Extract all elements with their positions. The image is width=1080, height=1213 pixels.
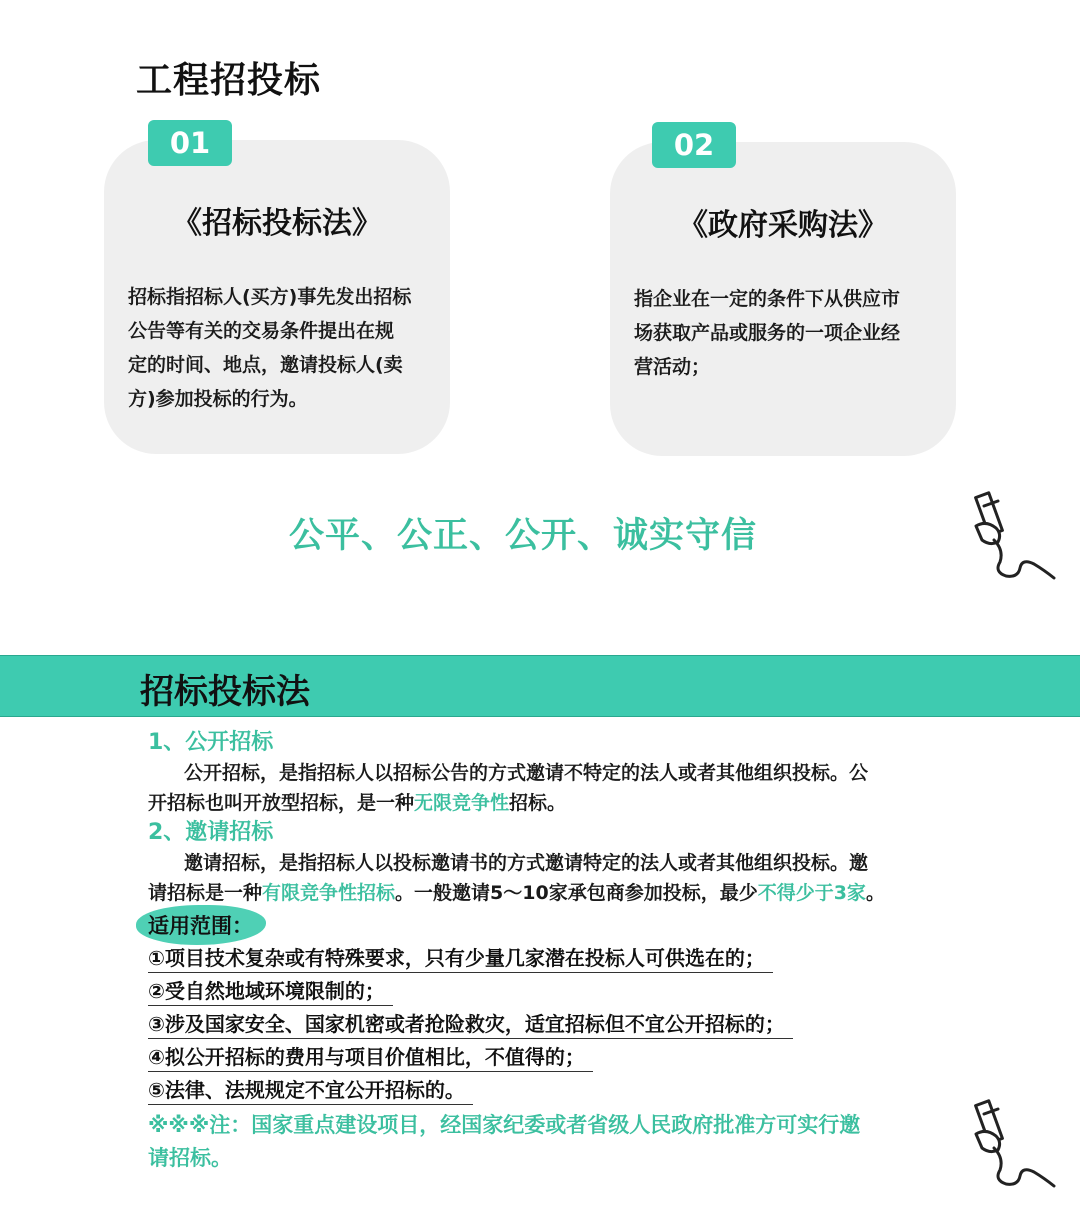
list-item: ②受自然地域环境限制的； bbox=[148, 977, 393, 1006]
list-item: ③涉及国家安全、国家机密或者抢险救灾，适宜招标但不宜公开招标的； bbox=[148, 1010, 793, 1039]
highlight-text: 有限竞争性招标 bbox=[262, 882, 396, 904]
text-line: 请招标。 bbox=[148, 1146, 232, 1170]
text-line: ※※※注：国家重点建设项目，经国家纪委或者省级人民政府批准方可实行邀 bbox=[148, 1113, 861, 1137]
text-segment: 开招标也叫开放型招标，是一种 bbox=[148, 792, 415, 814]
section-content bbox=[148, 728, 928, 1175]
card-text-line: 方)参加投标的行为。 bbox=[128, 388, 308, 410]
card-title: 《招标投标法》 bbox=[172, 206, 382, 241]
scope-list bbox=[148, 942, 928, 1107]
note-text bbox=[148, 1109, 928, 1175]
list-item: ⑤法律、法规规定不宜公开招标的。 bbox=[148, 1076, 473, 1105]
text-segment: 。 bbox=[865, 882, 885, 904]
card-text-line: 场获取产品或服务的一项企业经 bbox=[634, 322, 901, 344]
heading-open-bidding: 1、公开招标 bbox=[148, 730, 274, 755]
text-segment: 招标。 bbox=[509, 792, 567, 814]
paragraph-invited-bidding-cont bbox=[148, 878, 928, 908]
text-segment: 。一般邀请5～10家承包商参加投标，最少 bbox=[395, 882, 758, 904]
scope-label: 适用范围： bbox=[148, 914, 253, 938]
text-segment: 请招标是一种 bbox=[148, 882, 263, 904]
highlight-text: 无限竞争性 bbox=[414, 792, 510, 814]
pen-doodle-icon bbox=[968, 488, 1068, 598]
card-text-line: 定的时间、地点，邀请投标人(卖 bbox=[128, 354, 403, 376]
card-description bbox=[634, 282, 936, 384]
list-item: ④拟公开招标的费用与项目价值相比，不值得的； bbox=[148, 1043, 593, 1072]
highlight-text: 不得少于3家 bbox=[757, 882, 866, 904]
motto-text: 公平、公正、公开、诚实守信 bbox=[288, 516, 757, 556]
heading-invited-bidding: 2、邀请招标 bbox=[148, 820, 274, 845]
card-number-badge: 02 bbox=[652, 122, 736, 168]
section-title: 招标投标法 bbox=[140, 672, 310, 712]
card-text-line: 公告等有关的交易条件提出在规 bbox=[128, 320, 395, 342]
card-text-line: 营活动； bbox=[634, 356, 711, 378]
section-banner bbox=[0, 655, 1080, 717]
card-bidding-law bbox=[104, 126, 450, 454]
page-title: 工程招投标 bbox=[136, 60, 322, 101]
paragraph-open-bidding-cont bbox=[148, 788, 928, 818]
card-description bbox=[128, 280, 430, 416]
card-title: 《政府采购法》 bbox=[678, 208, 888, 243]
scope-label-row bbox=[148, 908, 928, 942]
list-item: ①项目技术复杂或有特殊要求，只有少量几家潜在投标人可供选在的； bbox=[148, 944, 773, 973]
card-text-line: 招标指招标人(买方)事先发出招标 bbox=[128, 286, 412, 308]
card-text-line: 指企业在一定的条件下从供应市 bbox=[634, 288, 901, 310]
paragraph-open-bidding bbox=[148, 758, 928, 788]
card-number-badge: 01 bbox=[148, 120, 232, 166]
text-line: 公开招标，是指招标人以招标公告的方式邀请不特定的法人或者其他组织投标。公 bbox=[184, 762, 869, 784]
pen-doodle-icon bbox=[968, 1096, 1068, 1206]
text-line: 邀请招标，是指招标人以投标邀请书的方式邀请特定的法人或者其他组织投标。邀 bbox=[184, 852, 869, 874]
paragraph-invited-bidding bbox=[148, 848, 928, 878]
card-procurement-law bbox=[610, 128, 956, 456]
